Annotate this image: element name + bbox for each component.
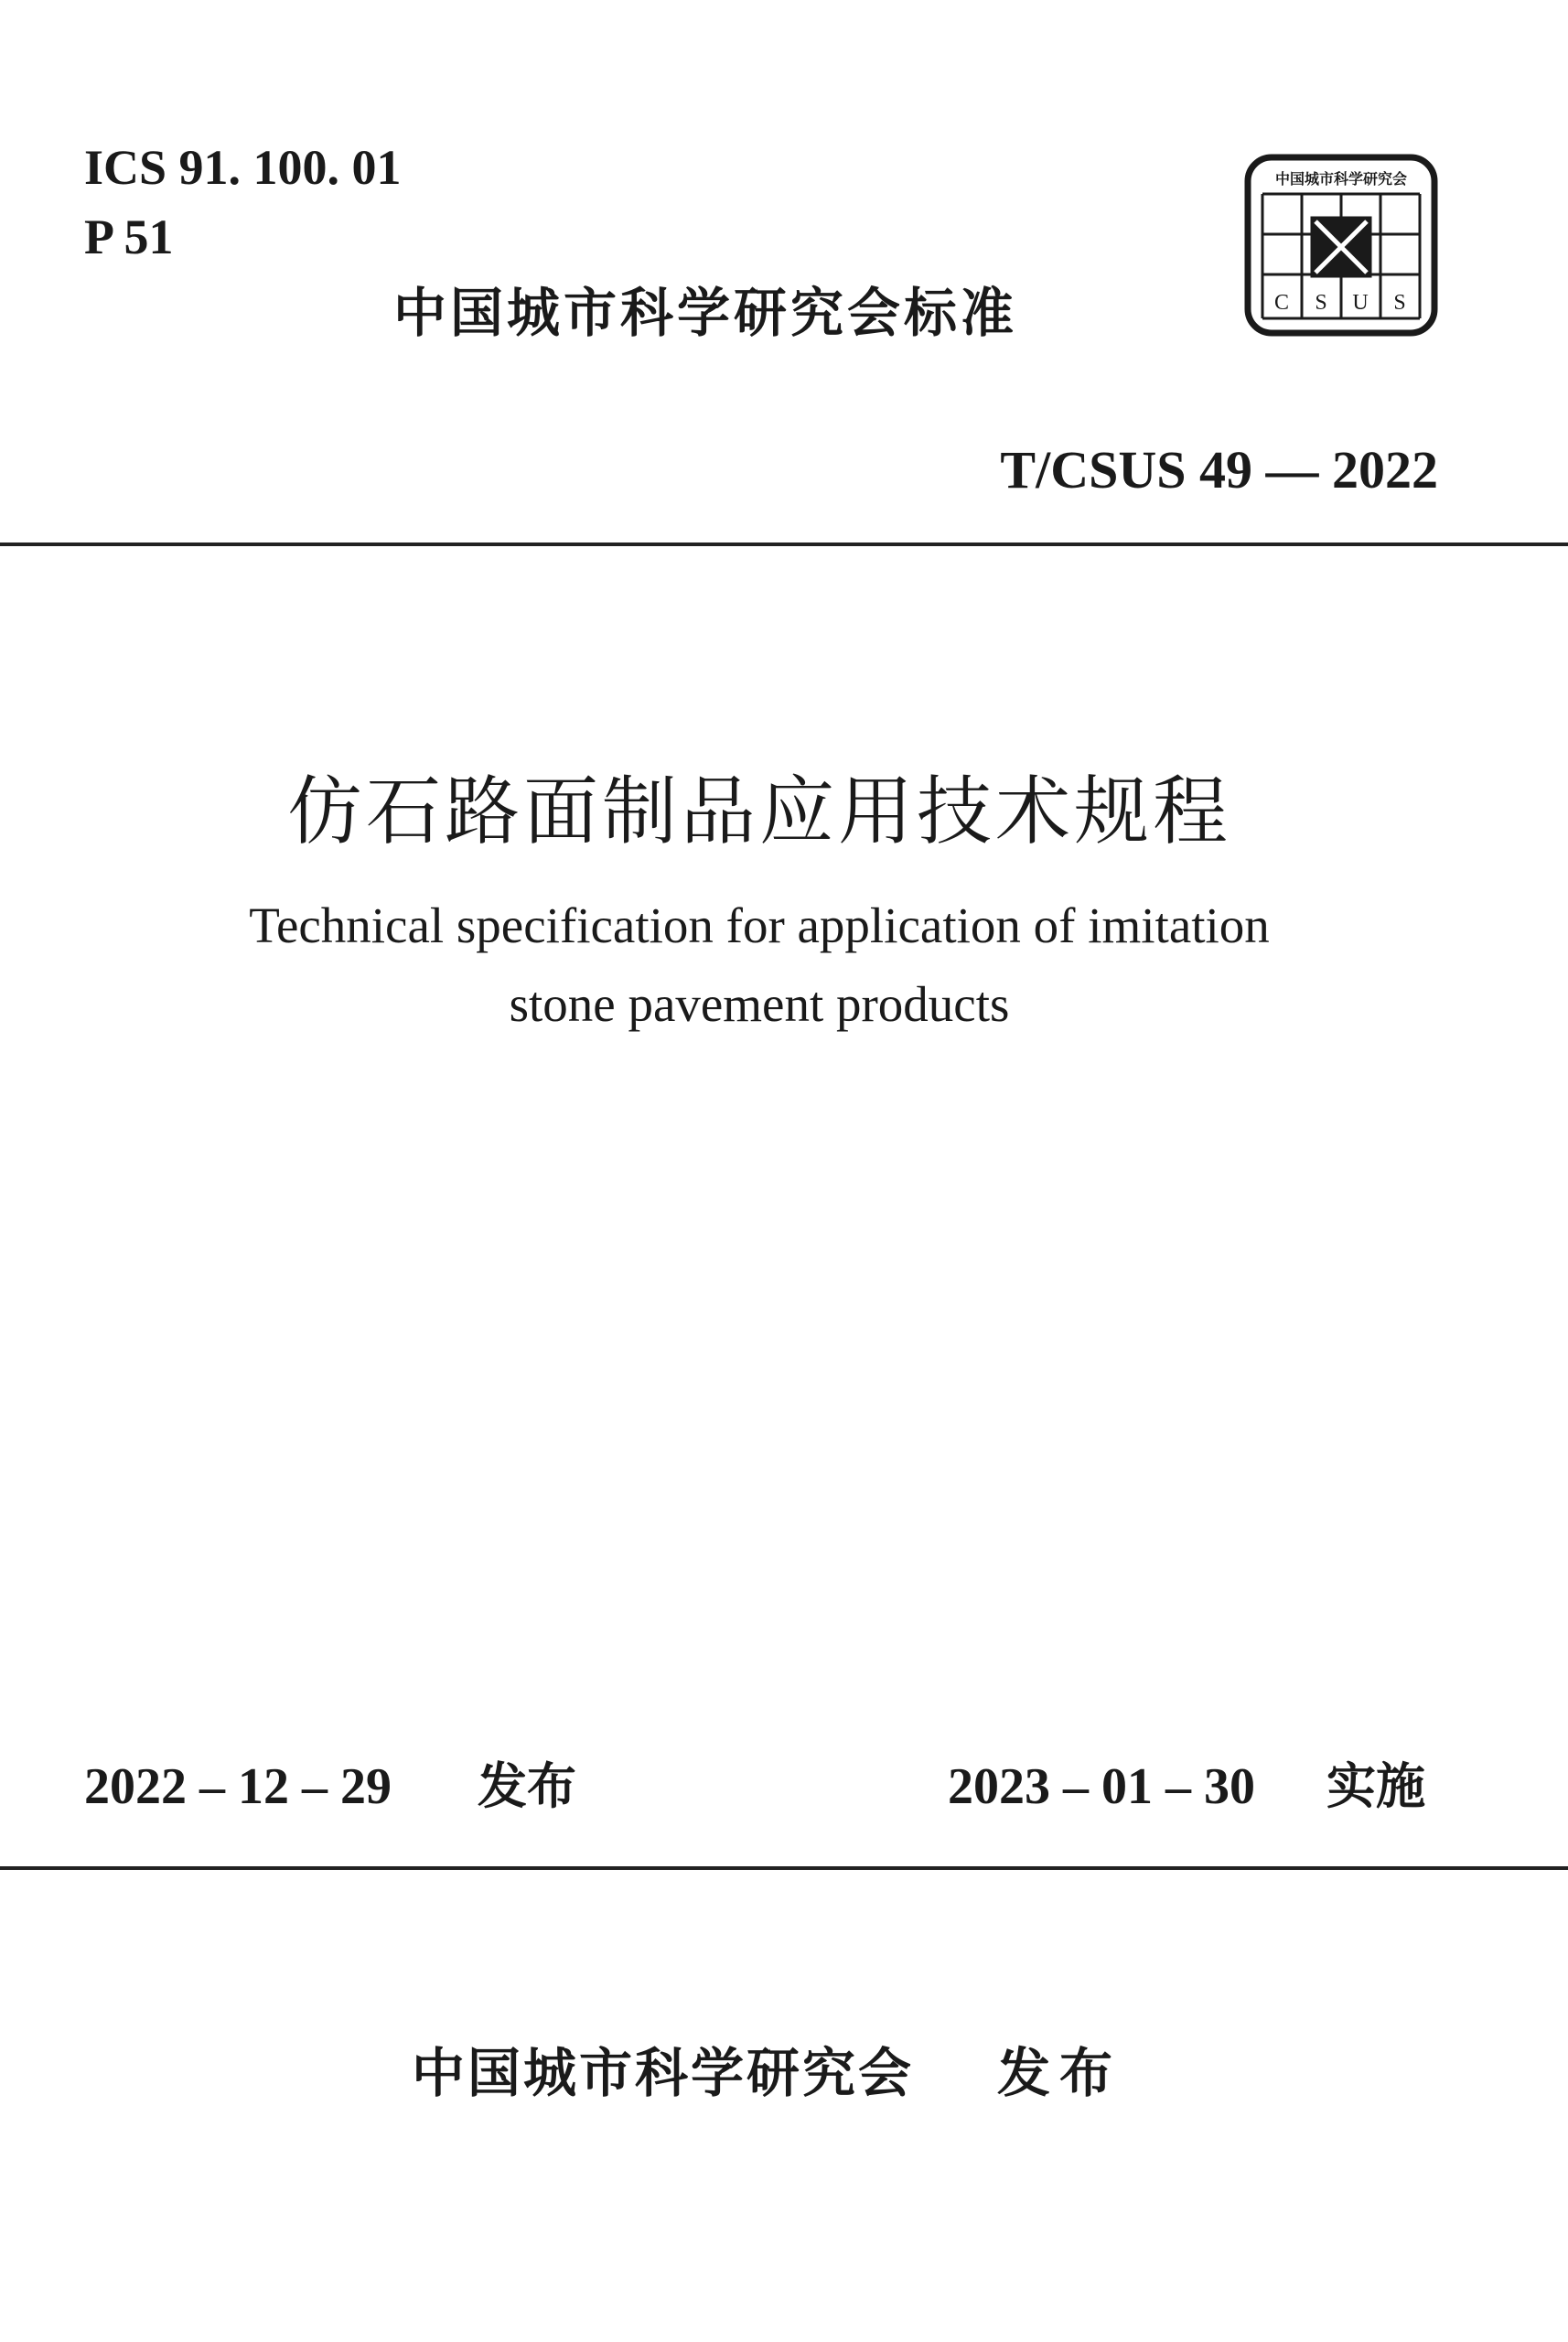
standard-organization-title: 中国城市科学研究会标准	[393, 282, 1018, 344]
logo-letter-s2: S	[1393, 291, 1406, 315]
implementation-label: 实施	[1326, 1757, 1425, 1815]
logo-letter-c: C	[1273, 291, 1290, 315]
title-chinese: 仿石路面制品应用技术规程	[286, 768, 1231, 855]
ics-code: ICS 91. 100. 01	[84, 140, 402, 195]
publisher-name: 中国城市科学研究会	[412, 2042, 915, 2104]
top-divider	[0, 543, 1568, 546]
logo-top-text: 中国城市科学研究会	[1274, 170, 1408, 188]
implementation-date: 2023 – 01 – 30	[948, 1758, 1255, 1815]
bottom-divider	[0, 1866, 1568, 1870]
title-english-line-1: Technical specification for application of imitation	[249, 897, 1270, 953]
issue-label: 发布	[478, 1757, 576, 1815]
publish-label: 发布	[997, 2042, 1122, 2104]
csus-seal-icon	[1244, 154, 1438, 337]
classification-code: P 51	[84, 209, 174, 264]
standard-number: T/CSUS 49 — 2022	[1000, 440, 1438, 500]
issue-date: 2022 – 12 – 29	[84, 1758, 392, 1815]
logo-letter-u: U	[1352, 291, 1369, 315]
title-english-line-2: stone pavement products	[509, 976, 1010, 1032]
logo-letter-s1: S	[1315, 291, 1327, 315]
